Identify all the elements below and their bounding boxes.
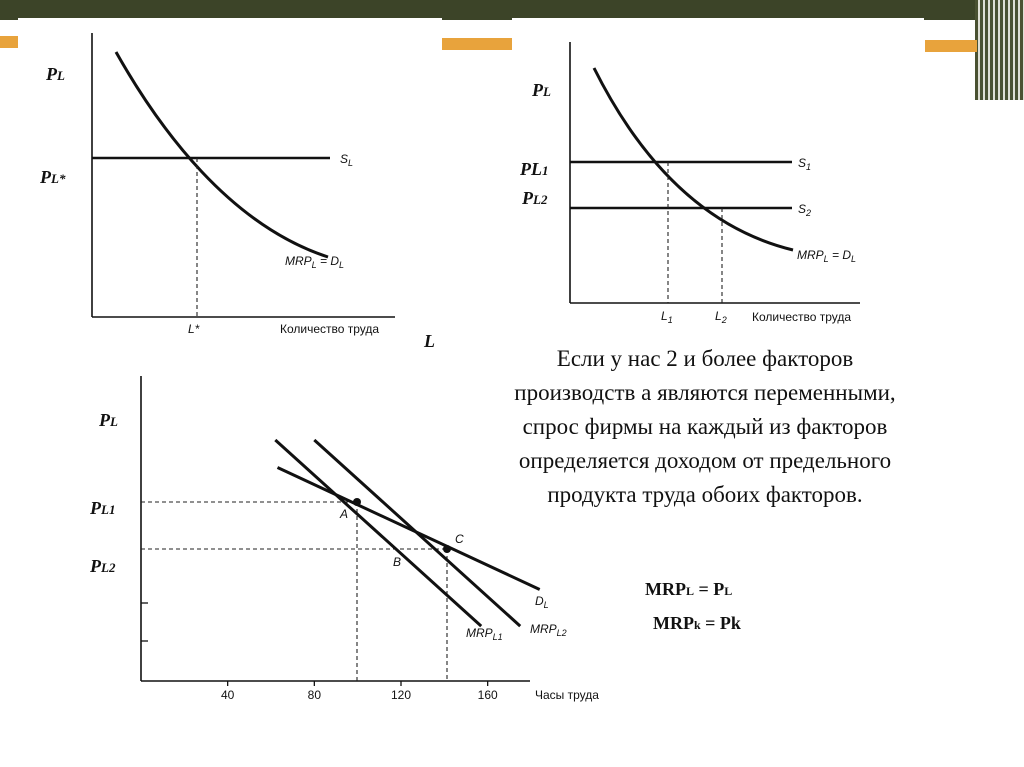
chart3-point-c [443,545,451,553]
chart1-outside-l: L [424,331,435,351]
chart1-x-label: Количество труда [280,322,380,336]
explanation-line: определяется доходом от предельного [518,448,892,473]
chart3-x-tick-label: 160 [477,688,498,702]
chart1-x-tick: L* [188,322,200,336]
chart2-y-tick-1: PL1 [520,159,549,179]
chart2-x-tick-l2: $L_2$ [715,309,727,325]
chart2-y-tick-2: PL2 [522,188,548,208]
chart1-supply-label: $S_L$ [340,152,354,168]
chart3-label-c: C [455,532,464,546]
chart3-mrpl1-line [275,440,481,626]
chart1-demand-label: $MRP_L = D_L$ [285,254,345,270]
explanation-line: спрос фирмы на каждый из факторов [522,414,888,439]
chart-1 [39,33,435,351]
chart3-x-tick-label: 120 [390,688,412,702]
chart3-mrpl1-label: $MRP_{L1}$ [466,626,503,642]
chart3-x-tick-label: 40 [220,688,235,702]
chart1-y-tick: PL* [40,167,66,187]
chart2-y-label: PL [532,80,551,100]
chart-2 [519,42,860,325]
chart3-label-a: A [340,507,349,521]
chart3-x-tick-label: 80 [307,688,322,702]
explanation-line: продукта труда обоих факторов. [547,482,863,507]
chart2-s1-label: $S_1$ [798,156,812,172]
chart3-mrpl2-label: $MRP_{L2}$ [530,622,567,638]
chart3-y-tick-pl1: PL1 [90,498,116,518]
chart3-y-label: PL [99,410,118,430]
chart2-s2-label: $S_2$ [798,202,812,218]
chart2-x-tick-l1: $L_1$ [661,309,673,325]
chart3-x-label: Часы труда [535,688,599,702]
chart3-y-tick-pl2: PL2 [90,556,116,576]
chart3-x-ticks [221,681,498,702]
chart3-dl-label: $D_L$ [535,594,549,610]
chart1-demand-curve [116,52,328,257]
chart3-label-b: B [393,555,402,569]
chart2-x-label: Количество труда [752,310,852,324]
chart1-y-label: PL [46,64,65,84]
chart2-demand-curve [594,68,793,250]
explanation-line: Если у нас 2 и более факторов [556,346,854,371]
explanation-paragraph [460,342,950,512]
formula-mrpk: MRPk = Pk [653,613,741,633]
formula-mrpl: MRPL = PL [645,579,733,599]
chart3-point-a [353,498,361,506]
chart2-demand-label: $MRP_L = D_L$ [797,248,857,264]
explanation-line: производств а являются переменными, [514,380,896,405]
